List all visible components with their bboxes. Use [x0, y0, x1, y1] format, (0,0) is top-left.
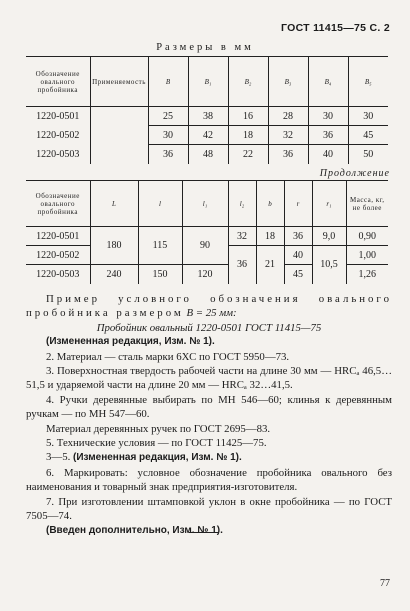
table-cell: 42 — [188, 126, 228, 145]
item-6: 6. Маркировать: условное обозначение пробойника овального без наименования и товарный знак предприятия-изготовителя. — [26, 466, 392, 494]
table-header-row — [26, 181, 388, 227]
table-cell: 30 — [308, 107, 348, 126]
header-cell: B₁ — [188, 57, 228, 107]
continuation-label: Продолжение — [319, 168, 390, 179]
table-header-row — [26, 57, 388, 107]
table-cell: 36 — [228, 246, 256, 284]
item-5: 5. Технические условия — по ГОСТ 11425—75. — [46, 437, 267, 450]
table-cell: 180 — [90, 227, 138, 265]
table-cell: 25 — [148, 107, 188, 126]
items-3-5-note — [26, 450, 392, 465]
table-cell — [90, 126, 148, 145]
table-cell — [90, 107, 148, 126]
items-3-5-amendment: (Измененная редакция, Изм. № 1). — [73, 452, 242, 464]
table-cell: 150 — [138, 265, 182, 284]
table-cell: 36 — [268, 145, 308, 164]
table-cell: 30 — [148, 126, 188, 145]
table-cell: 16 — [228, 107, 268, 126]
item-3: 3. Поверхностная твердость рабочей части на длине 30 мм — HRCₐ 46,5…51,5 и ударяемой части на длине 20 мм — HRCₐ 32…41,5. — [26, 365, 392, 392]
table-cell: 9,0 — [312, 227, 346, 246]
table-cell: 40 — [308, 145, 348, 164]
header-cell: l₁ — [182, 181, 228, 227]
table-cell: 115 — [138, 227, 182, 265]
table-cell: 1,00 — [346, 246, 388, 265]
table-row — [26, 126, 388, 145]
table-cell: 1220-0502 — [36, 129, 80, 141]
table-cell: 18 — [228, 126, 268, 145]
table-cell: 1220-0503 — [36, 148, 80, 160]
item-7: 7. При изготовлении штамповкой уклон в окне пробойника — по ГОСТ 7505—74. — [26, 495, 392, 523]
header-cell: B — [148, 57, 188, 107]
header-cell: Применяемость — [90, 57, 148, 107]
header-cell: Масса, кг, не более — [346, 181, 388, 227]
header-cell: l — [138, 181, 182, 227]
example-formula: B = 25 мм: — [186, 307, 237, 320]
dimensions-mass-table — [26, 180, 388, 284]
body-text — [26, 292, 392, 538]
table-cell: 38 — [188, 107, 228, 126]
example-paragraph — [26, 292, 392, 321]
table-cell: 18 — [256, 227, 284, 246]
table-cell: 36 — [284, 227, 312, 246]
table-cell: 21 — [256, 246, 284, 284]
header-cell: L — [90, 181, 138, 227]
item-4: 4. Ручки деревянные выбирать по МН 546—60; клинья к деревянным ручкам — по МН 547—60. — [26, 393, 392, 421]
table-cell: 90 — [182, 227, 228, 265]
table-cell: 10,5 — [312, 246, 346, 284]
table-cell: 48 — [188, 145, 228, 164]
items-3-5-lead: 3—5. — [46, 451, 71, 464]
table-row — [26, 107, 388, 126]
running-header: ГОСТ 11415—75 С. 2 — [280, 22, 390, 34]
table-cell — [90, 145, 148, 164]
table-cell: 36 — [148, 145, 188, 164]
header-cell: l₂ — [228, 181, 256, 227]
item-4-material: Материал деревянных ручек по ГОСТ 2695—83. — [46, 422, 271, 435]
table-cell: 30 — [348, 107, 388, 126]
header-cell: r₁ — [312, 181, 346, 227]
header-cell: B₅ — [348, 57, 388, 107]
table-cell: 28 — [268, 107, 308, 126]
table-cell: 32 — [268, 126, 308, 145]
dimensions-table — [26, 56, 388, 164]
header-cell: r — [284, 181, 312, 227]
separator-rule — [189, 532, 219, 533]
table-cell: 240 — [90, 265, 138, 284]
table-cell: 32 — [228, 227, 256, 246]
table-cell: 0,90 — [346, 227, 388, 246]
item-2: 2. Материал — сталь марки 6ХС по ГОСТ 5950—73. — [46, 350, 290, 363]
table-cell: 45 — [284, 265, 312, 284]
table-cell: 40 — [284, 246, 312, 265]
example-lead: Пример условного обозначения овального пробойника размером — [26, 293, 392, 320]
table-cell: 22 — [228, 145, 268, 164]
header-cell: B₄ — [308, 57, 348, 107]
table-caption: Размеры в мм — [156, 42, 254, 53]
table-row — [26, 145, 388, 164]
header-cell: B₂ — [228, 57, 268, 107]
table-row — [26, 227, 388, 246]
table-cell: 1,26 — [346, 265, 388, 284]
example-designation: Пробойник овальный 1220-0501 ГОСТ 11415—75 — [96, 321, 322, 334]
header-cell: Обозначение овального пробойника — [26, 181, 90, 227]
table-cell: 45 — [348, 126, 388, 145]
page-number: 77 — [380, 578, 390, 589]
header-cell: b — [256, 181, 284, 227]
table-cell: 1220-0501 — [36, 110, 80, 122]
table-cell: 50 — [348, 145, 388, 164]
table-cell: 120 — [182, 265, 228, 284]
table-cell: 1220-0503 — [36, 268, 80, 280]
table-cell: 1220-0502 — [26, 246, 90, 265]
header-cell: Обозначение овального пробойника — [26, 57, 90, 107]
amendment-note: (Измененная редакция, Изм. № 1). — [46, 336, 215, 348]
table-cell: 1220-0501 — [26, 227, 90, 246]
header-cell: B₃ — [268, 57, 308, 107]
addition-note: (Введен дополнительно, Изм. № 1). — [46, 524, 223, 536]
table-cell: 36 — [308, 126, 348, 145]
